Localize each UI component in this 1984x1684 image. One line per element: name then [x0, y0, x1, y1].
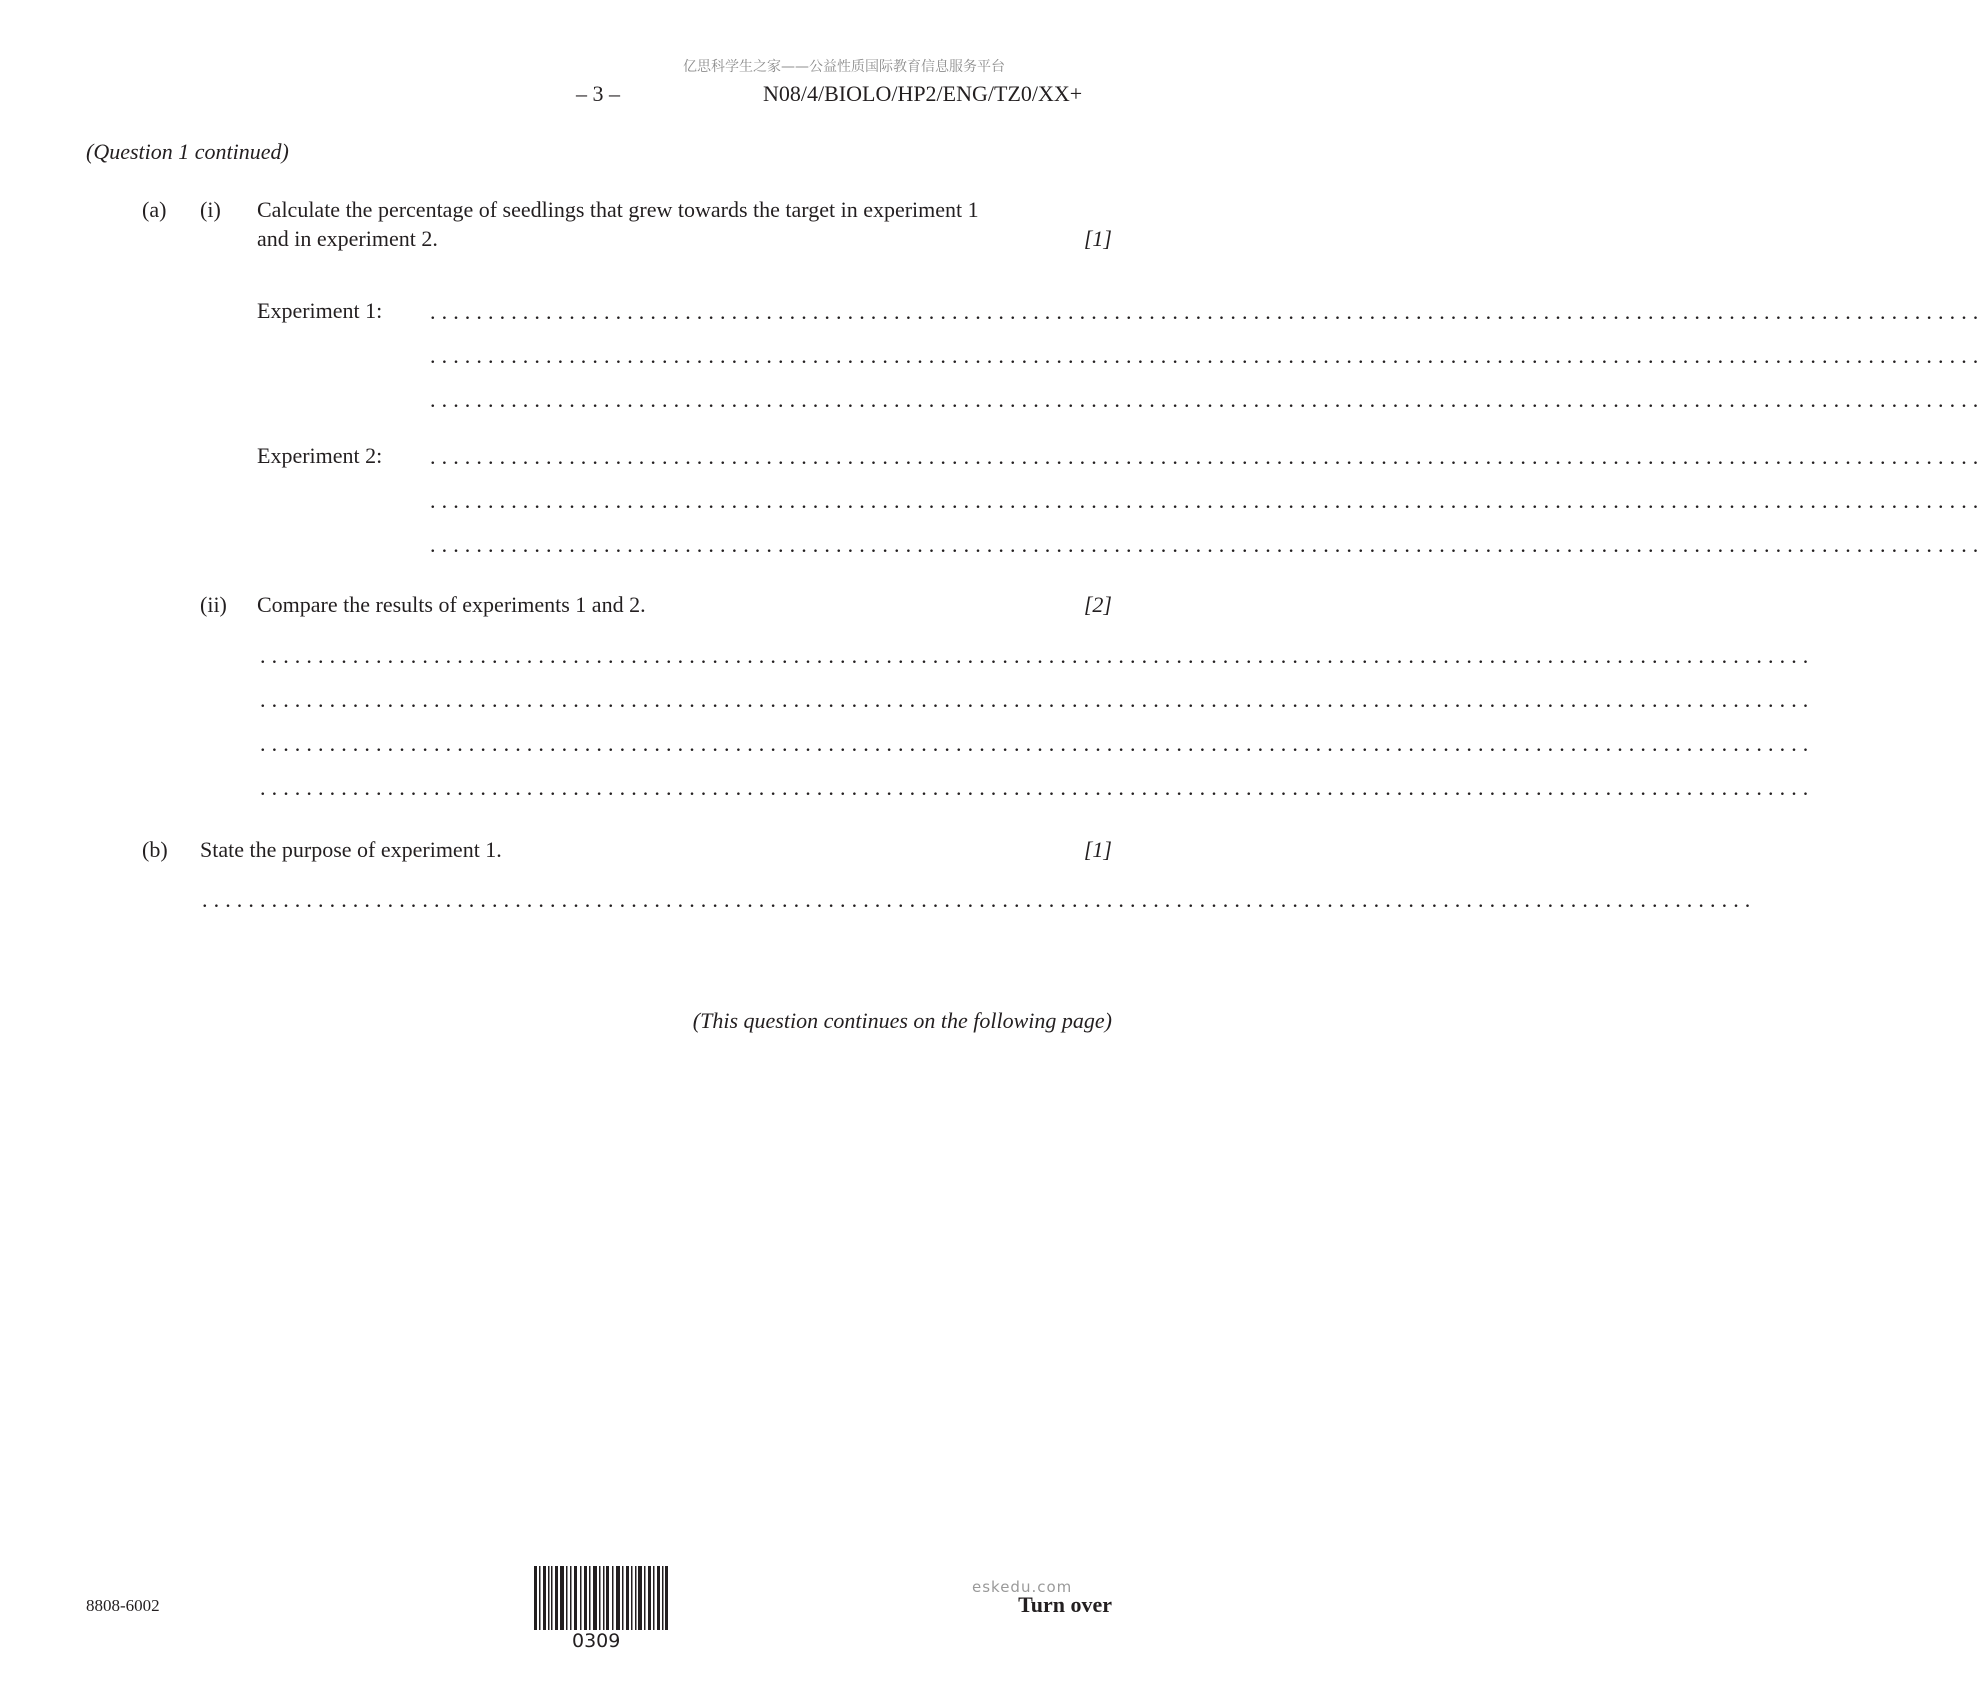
answer-line[interactable]: ......................................................................................................................................: [430, 343, 1984, 368]
answer-line[interactable]: ......................................................................................................................................: [260, 687, 1815, 712]
page-number: – 3 –: [576, 81, 620, 106]
marks-a-i: [1]: [1083, 226, 1112, 251]
answer-line[interactable]: ......................................................................................................................................: [260, 775, 1815, 800]
answer-line[interactable]: ......................................................................................................................................: [430, 488, 1984, 513]
footer-exam-code: 8808-6002: [86, 1596, 160, 1615]
watermark-text: 亿思科学生之家——公益性质国际教育信息服务平台: [683, 59, 1005, 75]
experiment-1-label: Experiment 1:: [257, 298, 383, 323]
question-continued-label: (Question 1 continued): [86, 139, 289, 164]
answer-line[interactable]: ......................................................................................................................................: [430, 532, 1984, 557]
barcode-number: 0309: [572, 1630, 621, 1652]
barcode: [534, 1566, 668, 1630]
paper-code: N08/4/BIOLO/HP2/ENG/TZ0/XX+: [763, 81, 1083, 106]
question-a-ii-text: Compare the results of experiments 1 and 2.: [257, 592, 646, 617]
marks-a-ii: [2]: [1083, 592, 1112, 617]
part-a-label: (a): [142, 197, 167, 222]
answer-line[interactable]: ......................................................................................................................................: [430, 444, 1984, 469]
site-watermark: eskedu.com: [972, 1578, 1073, 1596]
part-b-label: (b): [142, 837, 168, 862]
continues-note: (This question continues on the following page): [692, 1008, 1112, 1033]
question-a-i-text-line1: Calculate the percentage of seedlings that grew towards the target in experiment 1: [257, 197, 979, 222]
experiment-2-label: Experiment 2:: [257, 443, 383, 468]
answer-line[interactable]: ......................................................................................................................................: [202, 887, 1757, 912]
question-b-text: State the purpose of experiment 1.: [200, 837, 502, 862]
answer-line[interactable]: ......................................................................................................................................: [260, 643, 1815, 668]
part-a-i-label: (i): [200, 197, 221, 222]
answer-line[interactable]: ......................................................................................................................................: [430, 387, 1984, 412]
question-a-i-text-line2: and in experiment 2.: [257, 226, 438, 251]
marks-b: [1]: [1083, 837, 1112, 862]
turn-over-label: Turn over: [1018, 1592, 1112, 1617]
part-a-ii-label: (ii): [200, 592, 227, 617]
answer-line[interactable]: ......................................................................................................................................: [260, 731, 1815, 756]
answer-line[interactable]: ......................................................................................................................................: [430, 299, 1984, 324]
